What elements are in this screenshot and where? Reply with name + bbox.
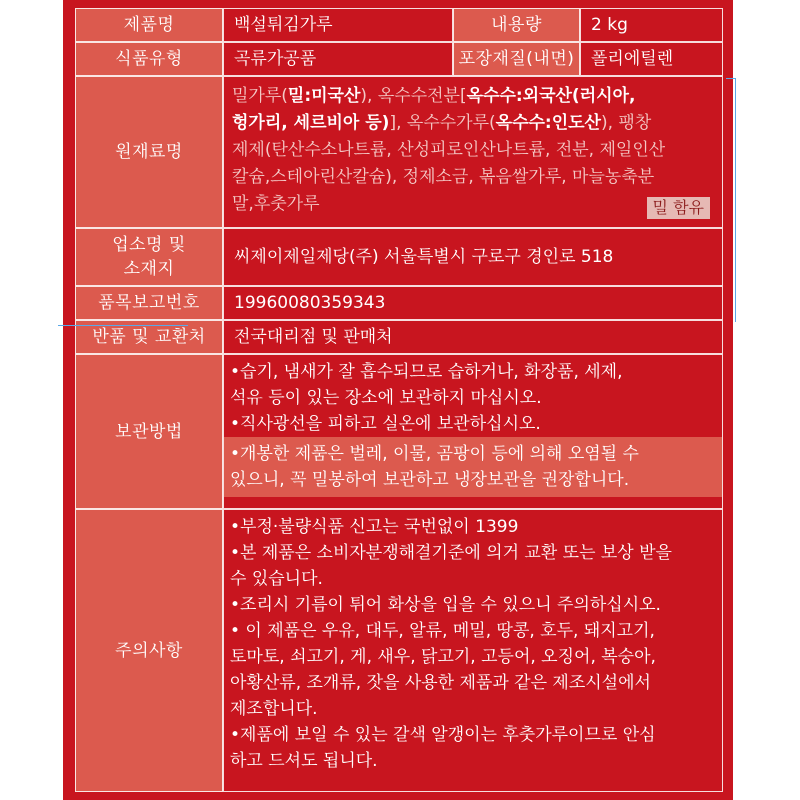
- storage-line-highlighted: •개봉한 제품은 벌레, 이물, 곰팡이 등에 의해 오염될 수: [230, 444, 639, 464]
- maker-header: 업소명 및 소재지: [75, 228, 223, 286]
- ingredients-line: [232, 191, 714, 218]
- ingredients-text: 칼슘,스테아린산칼슘), 정제소금, 볶음쌀가루, 마늘농축분: [232, 167, 655, 187]
- storage-line-highlighted: 있으니, 꼭 밀봉하여 보관하고 냉장보관을 권장합니다.: [230, 470, 630, 490]
- guide-line: [726, 78, 736, 79]
- ingredients-text: ), 팽창: [600, 113, 652, 133]
- product-name-value: 백설튀김가루: [223, 8, 453, 42]
- ingredients-text: ], 옥수수가루(: [389, 113, 496, 133]
- net-weight-header: 내용량: [453, 8, 580, 42]
- caution-line: 수 있습니다.: [230, 569, 323, 589]
- ingredients-text: 제제(탄산수소나트륨, 산성피로인산나트륨, 전분, 제일인산: [232, 140, 666, 160]
- caution-line: •조리시 기름이 튀어 화상을 입을 수 있으니 주의하십시오.: [230, 595, 661, 615]
- caution-line: 토마토, 쇠고기, 게, 새우, 닭고기, 고등어, 오징어, 복숭아,: [230, 647, 656, 667]
- storage-line: •습기, 냄새가 잘 흡수되므로 습하거나, 화장품, 세제,: [230, 362, 623, 382]
- guide-line: [58, 325, 188, 326]
- packaging-value: 폴리에틸렌: [580, 42, 723, 76]
- maker-value: 씨제이제일제당(주) 서울특별시 구로구 경인로 518: [223, 228, 723, 286]
- storage-header: 보관방법: [75, 354, 223, 509]
- ingredients-value: [223, 76, 723, 228]
- caution-line: 아황산류, 조개류, 잣을 사용한 제품과 같은 제조시설에서: [230, 673, 651, 693]
- allergen-badge: 밀 함유: [647, 197, 710, 219]
- exchange-value: 전국대리점 및 판매처: [223, 320, 723, 354]
- report-number-value: 19960080359343: [223, 286, 723, 320]
- food-type-header: 식품유형: [75, 42, 223, 76]
- caution-line: •본 제품은 소비자분쟁해결기준에 의거 교환 또는 보상 받을: [230, 543, 672, 563]
- ingredients-text: 밀:미국산: [287, 86, 361, 106]
- caution-line: •부정·불량식품 신고는 국번없이 1399: [230, 517, 519, 537]
- report-number-header: 품목보고번호: [75, 286, 223, 320]
- ingredients-text: 옥수수:외국산(러시아,: [466, 86, 636, 106]
- food-type-value: 곡류가공품: [223, 42, 453, 76]
- storage-value: [223, 354, 723, 509]
- ingredients-text: 헝가리, 세르비아 등): [232, 113, 390, 133]
- packaging-header: 포장재질(내면): [453, 42, 580, 76]
- caution-line: 제조합니다.: [230, 699, 318, 719]
- ingredients-text: 밀가루(: [232, 86, 288, 106]
- ingredients-header: 원재료명: [75, 76, 223, 228]
- ingredients-text: 옥수수:인도산: [495, 113, 601, 133]
- ingredients-text: ), 옥수수전분[: [360, 86, 467, 106]
- ingredients-line: [232, 164, 714, 191]
- storage-line: •직사광선을 피하고 실온에 보관하십시오.: [230, 414, 541, 434]
- guide-line: [735, 78, 736, 322]
- net-weight-value: 2 kg: [580, 8, 723, 42]
- product-name-header: 제품명: [75, 8, 223, 42]
- ingredients-line: [232, 83, 714, 110]
- caution-line: • 이 제품은 우유, 대두, 알류, 메밀, 땅콩, 호두, 돼지고기,: [230, 621, 655, 641]
- caution-header: 주의사항: [75, 509, 223, 792]
- caution-value: [223, 509, 723, 792]
- food-info-label: [63, 0, 733, 800]
- exchange-header: 반품 및 교환처: [75, 320, 223, 354]
- storage-line: 석유 등이 있는 장소에 보관하지 마십시오.: [230, 388, 542, 408]
- caution-line: 하고 드셔도 됩니다.: [230, 751, 378, 771]
- ingredients-text: 말,후춧가루: [232, 194, 320, 214]
- ingredients-line: [232, 137, 714, 164]
- ingredients-line: [232, 110, 714, 137]
- caution-line: •제품에 보일 수 있는 갈색 알갱이는 후춧가루이므로 안심: [230, 725, 656, 745]
